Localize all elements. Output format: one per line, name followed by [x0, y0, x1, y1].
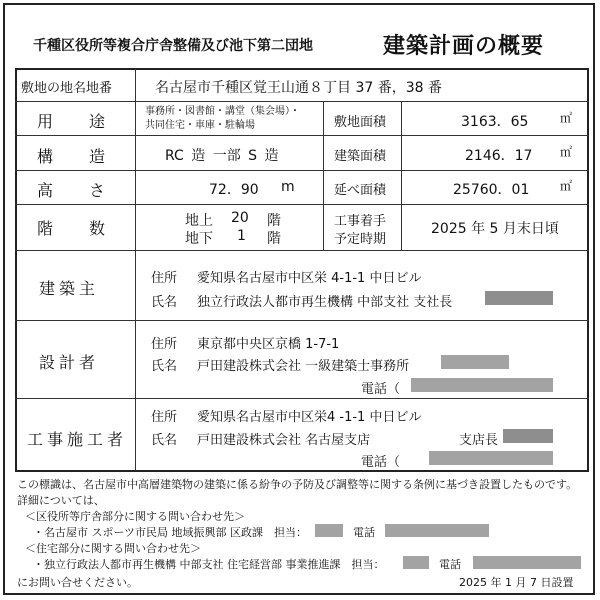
row-divider [15, 101, 589, 102]
redacted-designer-phone [411, 378, 553, 392]
row-divider [15, 170, 589, 171]
structure-value: RC 造 一部 S 造 [165, 148, 279, 164]
floors-label: 階 数 [37, 219, 116, 238]
usage-line2: 共同住宅・車庫・駐輪場 [145, 120, 255, 131]
floors-above-unit: 階 [267, 213, 281, 229]
contractor-label: 工事施工者 [27, 430, 128, 449]
contractor-name: 戸田建設株式会社 名古屋支店 [197, 433, 371, 448]
col-divider [323, 101, 324, 250]
designer-name: 戸田建設株式会社 一級建築士事務所 [197, 359, 410, 374]
redacted-contractor-name [503, 429, 553, 443]
schedule-label-2: 予定時期 [334, 232, 387, 247]
ward-contact: ・名古屋市 スポーツ市民局 地域振興部 区政課 担当： [33, 526, 308, 539]
row-divider [15, 398, 589, 399]
site-address-value: 名古屋市千種区覚王山通８丁目 37 番，38 番 [155, 80, 442, 96]
floors-below-label: 地下 [185, 231, 213, 247]
designer-label: 設計者 [39, 353, 100, 372]
owner-address: 愛知県名古屋市中区栄 4-1-1 中日ビル [197, 271, 422, 286]
designer-name-label: 氏名 [151, 359, 178, 374]
owner-name-label: 氏名 [151, 295, 178, 310]
housing-contact: ・独立行政法人都市再生機構 中部支社 住宅経営部 事業推進課 担当： [33, 558, 385, 571]
building-area-unit: ㎡ [560, 145, 573, 159]
table-right-border [587, 68, 589, 472]
redacted-housing-phone [473, 556, 581, 569]
row-divider [15, 250, 589, 251]
installation-date: 2025 年 1 月 7 日設置 [459, 576, 574, 589]
height-label: 高 さ [37, 181, 116, 200]
redacted-owner-name [485, 291, 553, 305]
notes-line-2: 詳細については、 [17, 494, 105, 507]
designer-phone-label: 電話（ [361, 382, 401, 397]
redacted-ward-phone [385, 524, 489, 537]
row-divider [15, 320, 589, 321]
usage-label: 用 途 [37, 112, 116, 131]
structure-label: 構 造 [37, 147, 116, 166]
table-bottom-border [15, 470, 589, 472]
site-area-unit: ㎡ [560, 111, 573, 125]
site-area-label: 敷地面積 [334, 115, 387, 130]
building-area-value: 2146．17 [465, 148, 533, 164]
floors-above-value: 20 [231, 210, 249, 226]
floor-area-value: 25760．01 [453, 182, 530, 198]
table-left-border [15, 68, 17, 472]
contractor-title: 支店長 [459, 433, 499, 448]
ward-contact-heading: ＜区役所等庁舎部分に関する問い合わせ先＞ [25, 510, 245, 523]
height-value: 72．90 [209, 182, 259, 198]
notice-board [3, 3, 595, 595]
contractor-address-label: 住所 [151, 410, 178, 425]
schedule-label-1: 工事着手 [334, 214, 387, 229]
designer-address: 東京都中央区京橋 1-7-1 [197, 337, 340, 352]
notes-closing: にお問い合せください。 [17, 576, 138, 589]
row-divider [15, 135, 589, 136]
redacted-contractor-phone [429, 451, 553, 465]
floors-below-unit: 階 [267, 231, 281, 247]
designer-address-label: 住所 [151, 337, 178, 352]
contractor-address: 愛知県名古屋市中区栄4 -1-1 中日ビル [197, 410, 422, 425]
ward-phone-label: 電話 [353, 526, 375, 539]
redacted-housing-person [403, 556, 429, 569]
floor-area-label: 延べ面積 [334, 183, 387, 198]
owner-label: 建築主 [39, 279, 100, 298]
row-divider [15, 204, 589, 205]
housing-contact-heading: ＜住宅部分に関する問い合わせ先＞ [25, 542, 201, 555]
height-unit: m [281, 179, 295, 195]
building-area-label: 建築面積 [334, 149, 387, 164]
contractor-name-label: 氏名 [151, 433, 178, 448]
housing-phone-label: 電話 [439, 558, 461, 571]
schedule-value: 2025 年 5 月末日頃 [431, 221, 559, 237]
site-address-label: 敷地の地名地番 [21, 81, 113, 96]
contractor-phone-label: 電話（ [361, 455, 401, 470]
notes-line-1: この標識は、名古屋市中高層建築物の建築に係る紛争の予防及び調整等に関する条例に基づき設置したものです。 [17, 478, 578, 491]
floors-below-value: 1 [237, 228, 246, 244]
table-top-border [15, 68, 589, 70]
redacted-ward-person [315, 524, 343, 537]
owner-address-label: 住所 [151, 271, 178, 286]
page-title: 建築計画の概要 [383, 34, 545, 59]
site-area-value: 3163．65 [461, 114, 529, 130]
col-divider [135, 68, 136, 470]
usage-line1: 事務所・図書館・講堂（集会場）・ [145, 106, 300, 117]
owner-name: 独立行政法人都市再生機構 中部支社 支社長 [197, 295, 453, 310]
project-name: 千種区役所等複合庁舎整備及び池下第二団地 [33, 38, 313, 54]
floors-above-label: 地上 [185, 213, 213, 229]
floor-area-unit: ㎡ [560, 179, 573, 193]
redacted-designer-name [441, 355, 509, 369]
col-divider [401, 101, 402, 250]
